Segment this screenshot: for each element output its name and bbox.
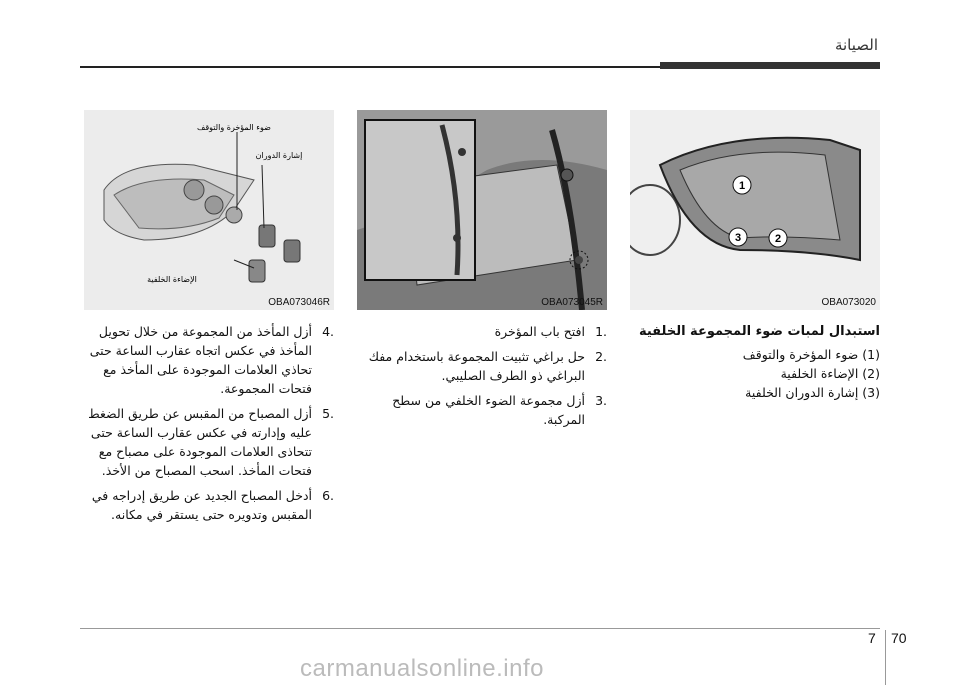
step-item [357, 322, 607, 341]
step-text: حل براغي تثبيت المجموعة باستخدام مفك البراغي ذو الطرف الصليبي. [368, 349, 585, 383]
step-item [357, 347, 607, 385]
figure-code: OBA073020 [821, 297, 876, 308]
step-number: .6 [322, 488, 334, 503]
step-item [84, 322, 334, 398]
chapter-number: 7 [868, 630, 876, 646]
marker-3: 3 [734, 232, 742, 244]
step-text: افتح باب المؤخرة [494, 324, 585, 339]
tailgate-illustration [357, 110, 607, 310]
page-number: 70 [891, 630, 907, 646]
step-number: .4 [322, 324, 334, 339]
label-tail-stop: ضوء المؤخرة والتوقف [197, 123, 271, 132]
figure-code: OBA073046R [268, 297, 330, 308]
procedure-heading: استبدال لمبات ضوء المجموعة الخلفية [638, 324, 880, 339]
legend-item: (2) الإضاءة الخلفية [780, 366, 880, 381]
figure-rear-lamp [630, 110, 880, 310]
step-text: أدخل المصباح الجديد عن طريق إدراجه في المقبس وتدويره حتى يستقر في مكانه. [91, 488, 312, 522]
step-text: أزل مجموعة الضوء الخلفي من سطح المركبة. [392, 393, 585, 427]
figure-lamp-assembly [84, 110, 334, 310]
step-item [357, 391, 607, 429]
marker-1: 1 [738, 180, 746, 192]
column-middle [357, 322, 607, 435]
section-title: الصيانة [834, 36, 878, 54]
footer-separator [885, 630, 886, 685]
step-item [84, 404, 334, 480]
label-turn-signal: إشارة الدوران [255, 151, 303, 160]
step-number: .2 [595, 349, 607, 364]
rear-lamp-illustration [630, 110, 880, 310]
figure-code: OBA073045R [541, 297, 603, 308]
step-number: .3 [595, 393, 607, 408]
step-item [84, 486, 334, 524]
step-number: .5 [322, 406, 334, 421]
legend-item: (1) ضوء المؤخرة والتوقف [742, 347, 880, 362]
watermark: carmanualsonline.info [300, 655, 544, 682]
legend-item: (3) إشارة الدوران الخلفية [745, 385, 880, 400]
column-left [84, 322, 334, 530]
step-text: أزل المأخذ من المجموعة من خلال تحويل المأخذ في عكس اتجاه عقارب الساعة حتى تحاذي العلامات الموجودة على المأخذ مع فتحات المجموعة. [89, 324, 312, 396]
marker-2: 2 [774, 233, 782, 245]
footer-rule [80, 628, 880, 629]
lamp-assembly-illustration [84, 110, 334, 310]
header-bar [660, 62, 880, 69]
figure-tailgate-screws [357, 110, 607, 310]
step-number: .1 [595, 324, 607, 339]
label-back-up: الإضاءة الخلفية [147, 275, 197, 284]
column-right [630, 322, 880, 402]
step-text: أزل المصباح من المقبس عن طريق الضغط عليه وإدارته في عكس عقارب الساعة حتى تتحاذى العلامات الموجودة على مصباح مع فتحات المأخذ. اسحب المصباح من الأخذ. [88, 406, 312, 478]
